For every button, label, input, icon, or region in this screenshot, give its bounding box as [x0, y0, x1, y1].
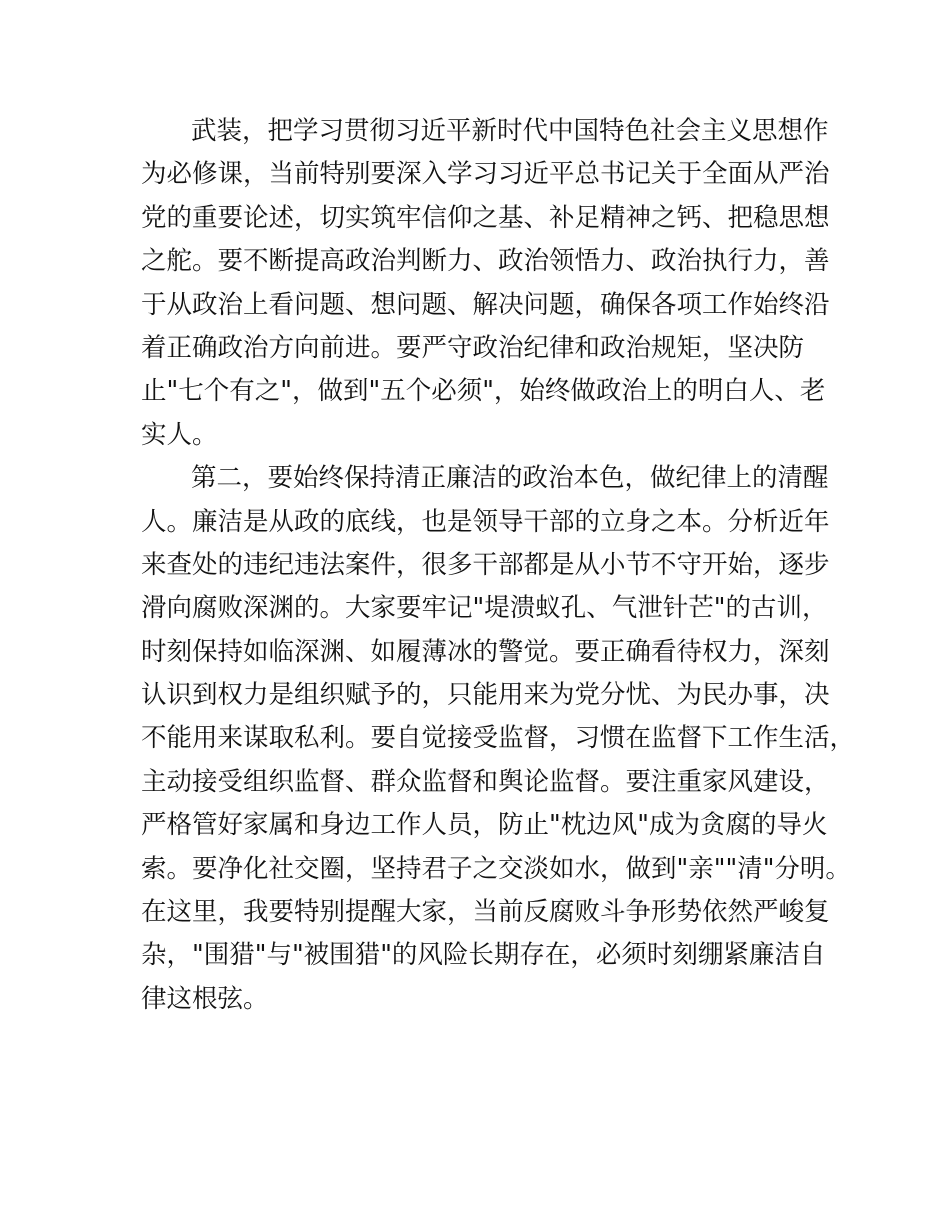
text-line: 严格管好家属和身边工作人员，防止"枕边风"成为贪腐的导火	[141, 810, 828, 841]
text-line: 不能用来谋取私利。要自觉接受监督，习惯在监督下工作生活，	[141, 723, 856, 754]
text-line: 之舵。要不断提高政治判断力、政治领悟力、政治执行力，善	[141, 246, 830, 277]
paragraph-political-stance	[141, 110, 841, 457]
text-line: 为必修课，当前特别要深入学习习近平总书记关于全面从严治	[141, 159, 830, 190]
text-line: 来查处的违纪违法案件，很多干部都是从小节不守开始，逐步	[141, 549, 830, 580]
text-line: 止"七个有之"，做到"五个必须"，始终做政治上的明白人、老	[141, 376, 826, 407]
document-body	[141, 110, 856, 1021]
text-line: 主动接受组织监督、群众监督和舆论监督。要注重家风建设，	[141, 766, 830, 797]
paragraph-integrity	[141, 457, 856, 1021]
text-line: 武装，把学习贯彻习近平新时代中国特色社会主义思想作	[191, 116, 829, 146]
text-line: 党的重要论述，切实筑牢信仰之基、补足精神之钙、把稳思想	[141, 202, 830, 233]
text-line: 人。廉洁是从政的底线，也是领导干部的立身之本。分析近年	[141, 506, 830, 537]
text-line: 杂，"围猎"与"被围猎"的风险长期存在，必须时刻绷紧廉洁自	[141, 940, 826, 971]
text-line: 时刻保持如临深渊、如履薄冰的警觉。要正确看待权力，深刻	[141, 636, 830, 667]
text-line: 实人。	[141, 419, 218, 450]
text-line: 第二，要始终保持清正廉洁的政治本色，做纪律上的清醒	[191, 463, 829, 494]
text-line: 着正确政治方向前进。要严守政治纪律和政治规矩，坚决防	[141, 332, 805, 363]
text-line: 在这里，我要特别提醒大家，当前反腐败斗争形势依然严峻复	[141, 897, 830, 928]
text-line: 索。要净化社交圈，坚持君子之交淡如水，做到"亲""清"分明。	[141, 853, 851, 884]
text-line: 于从政治上看问题、想问题、解决问题，确保各项工作始终沿	[141, 289, 830, 320]
text-line: 滑向腐败深渊的。大家要牢记"堤溃蚁孔、气泄针芒"的古训，	[141, 593, 828, 624]
text-line: 律这根弦。	[141, 983, 269, 1014]
text-line: 认识到权力是组织赋予的，只能用来为党分忧、为民办事，决	[141, 680, 830, 711]
